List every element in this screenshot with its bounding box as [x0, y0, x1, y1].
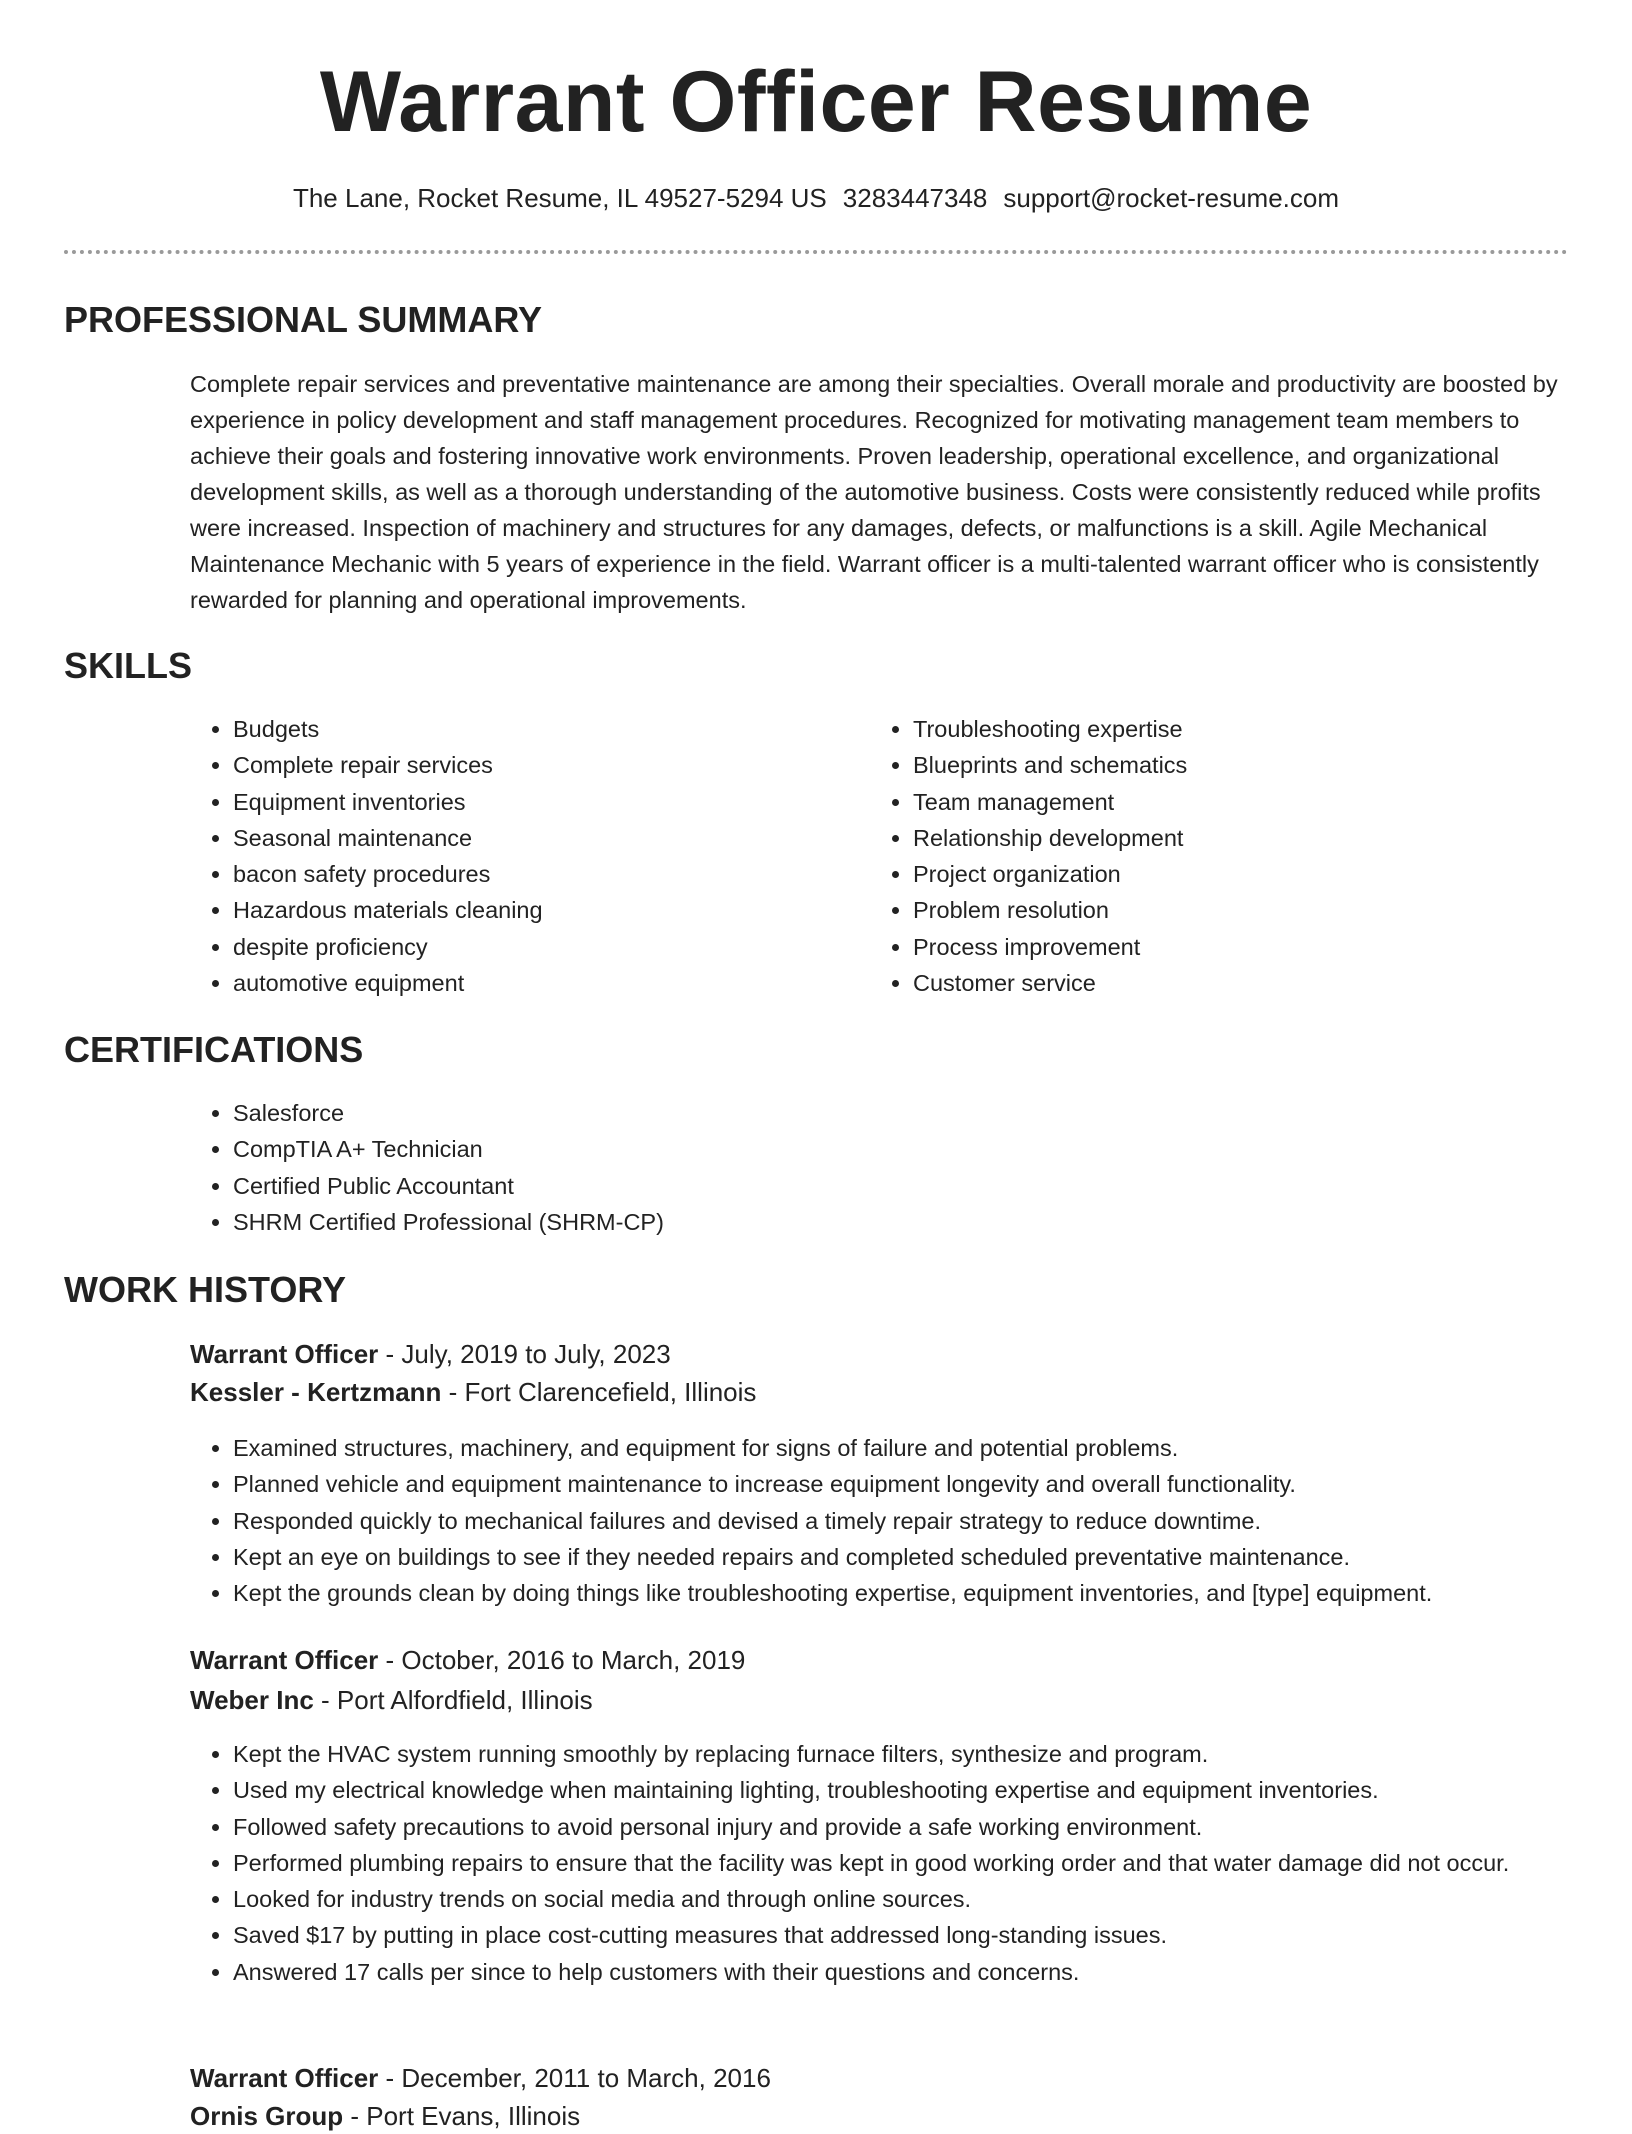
list-item: • Planned vehicle and equipment maintenance to increase equipment longevity and overall functionality. [233, 1466, 1613, 1502]
list-item: • Kept the grounds clean by doing things like troubleshooting expertise, equipment inventories, and [type] equipment. [233, 1575, 1613, 1611]
job-bullets [190, 1430, 1613, 1611]
job-dates: - December, 2011 to March, 2016 [378, 2063, 771, 2093]
email-text: support@rocket-resume.com [1003, 183, 1340, 213]
list-item: • Problem resolution [913, 892, 1553, 928]
list-item: • Seasonal maintenance [233, 820, 833, 856]
list-item: • Used my electrical knowledge when maintaining lighting, troubleshooting expertise and equipment inventories. [233, 1772, 1613, 1808]
resume-title: Warrant Officer Resume [319, 54, 1313, 150]
contact-line [0, 180, 1632, 216]
list-item: • Kept the HVAC system running smoothly by replacing furnace filters, synthesize and program. [233, 1736, 1613, 1772]
list-item: • Answered 17 calls per since to help customers with their questions and concerns. [233, 1954, 1613, 1990]
summary-heading: PROFESSIONAL SUMMARY [64, 299, 543, 340]
list-item: • Hazardous materials cleaning [233, 892, 833, 928]
address-text: The Lane, Rocket Resume, IL 49527-5294 US [292, 183, 827, 213]
phone-text: 3283447348 [842, 183, 988, 213]
certifications-heading: CERTIFICATIONS [64, 1029, 364, 1070]
company-name: Ornis Group [190, 2101, 344, 2131]
company-name: Kessler - Kertzmann [190, 1377, 442, 1407]
list-item: • Looked for industry trends on social media and through online sources. [233, 1881, 1613, 1917]
job-title: Warrant Officer [190, 1645, 379, 1675]
list-item: • Saved $17 by putting in place cost-cutting measures that addressed long-standing issues. [233, 1917, 1613, 1953]
list-item: • Examined structures, machinery, and equipment for signs of failure and potential problems. [233, 1430, 1613, 1466]
certifications-list [190, 1095, 1133, 1240]
job-dates: - July, 2019 to July, 2023 [378, 1339, 671, 1369]
list-item: • Certified Public Accountant [233, 1168, 1133, 1204]
job-company-line [190, 2098, 580, 2134]
job-dates: - October, 2016 to March, 2019 [378, 1645, 746, 1675]
skills-list-left [190, 711, 833, 1001]
list-item: • SHRM Certified Professional (SHRM-CP) [233, 1204, 1133, 1240]
job-company-line [190, 1682, 593, 1718]
company-location: - Port Evans, Illinois [343, 2101, 581, 2131]
job-bullets [190, 1736, 1613, 1990]
list-item: • Budgets [233, 711, 833, 747]
list-item: • CompTIA A+ Technician [233, 1131, 1133, 1167]
summary-paragraph: Complete repair services and preventative maintenance are among their specialties. Overall morale and productivity are boosted by experience in policy development and staff management procedures. Recognized for motivating management team members to achieve their goals and fostering innovative work environments. Proven leadership, operational excellence, and organizational development skills, as well as a thorough understanding of the automotive business. Costs were consistently reduced while profits were increased. Inspection of machinery and structures for any damages, defects, or malfunctions is a skill. Agile Mechanical Maintenance Mechanic with 5 years of experience in the field. Warrant officer is a multi-talented warrant officer who is consistently rewarded for planning and operational improvements. [190, 371, 1558, 613]
list-item: • Relationship development [913, 820, 1553, 856]
list-item: • Responded quickly to mechanical failures and devised a timely repair strategy to reduce downtime. [233, 1503, 1613, 1539]
job-title-line [190, 2060, 771, 2096]
list-item: • Blueprints and schematics [913, 747, 1553, 783]
work-history-heading: WORK HISTORY [64, 1269, 347, 1310]
skills-list-right [870, 711, 1553, 1001]
list-item: • Process improvement [913, 929, 1553, 965]
job-title: Warrant Officer [190, 2063, 379, 2093]
list-item: • Troubleshooting expertise [913, 711, 1553, 747]
header-divider [64, 250, 1568, 254]
list-item: • automotive equipment [233, 965, 833, 1001]
list-item: • despite proficiency [233, 929, 833, 965]
list-item: • Kept an eye on buildings to see if they needed repairs and completed scheduled preventative maintenance. [233, 1539, 1613, 1575]
list-item: • Salesforce [233, 1095, 1133, 1131]
job-title-line [190, 1642, 745, 1678]
company-location: - Fort Clarencefield, Illinois [441, 1377, 757, 1407]
job-company-line [190, 1374, 756, 1410]
list-item: • Performed plumbing repairs to ensure that the facility was kept in good working order and that water damage did not occur. [233, 1845, 1613, 1881]
list-item: • Project organization [913, 856, 1553, 892]
job-title-line [190, 1336, 671, 1372]
list-item: • Equipment inventories [233, 784, 833, 820]
list-item: • Team management [913, 784, 1553, 820]
job-title: Warrant Officer [190, 1339, 379, 1369]
list-item: • bacon safety procedures [233, 856, 833, 892]
company-name: Weber Inc [190, 1685, 314, 1715]
skills-heading: SKILLS [64, 645, 193, 686]
company-location: - Port Alfordfield, Illinois [313, 1685, 593, 1715]
list-item: • Customer service [913, 965, 1553, 1001]
list-item: • Followed safety precautions to avoid personal injury and provide a safe working environment. [233, 1809, 1613, 1845]
list-item: • Complete repair services [233, 747, 833, 783]
